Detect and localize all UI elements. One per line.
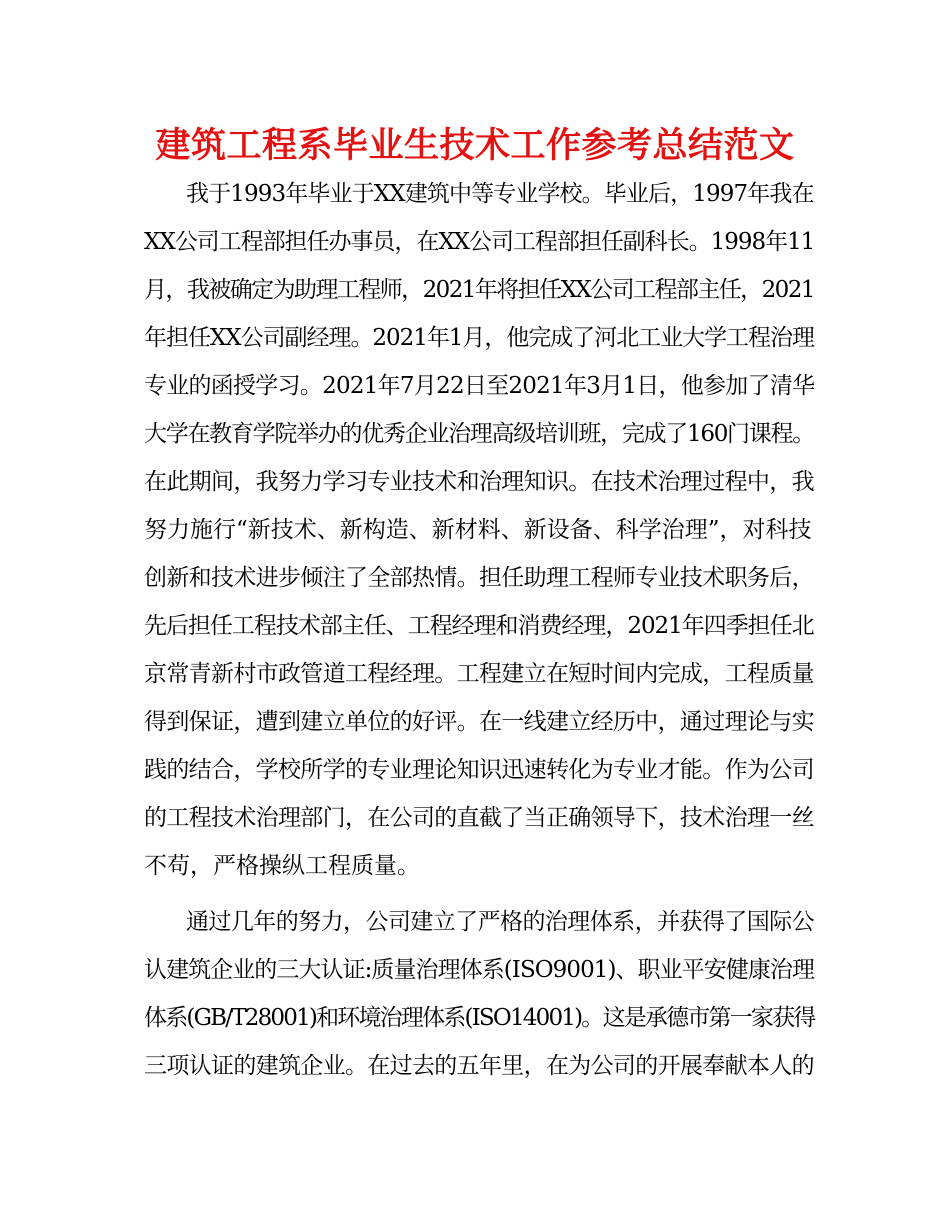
paragraph-1-line-15: 不苟，严格操纵工程质量。 bbox=[144, 853, 420, 879]
paragraph-1-line-7: 在此期间，我努力学习专业技术和治理知识。在技术治理过程中，我 bbox=[144, 469, 814, 495]
paragraph-1-line-5: 专业的函授学习。2021年7月22日至2021年3月1日，他参加了清华 bbox=[144, 373, 815, 399]
paragraph-1-line-4: 年担任XX公司副经理。2021年1月，他完成了河北工业大学工程治理 bbox=[144, 325, 814, 351]
paragraph-1-line-14: 的工程技术治理部门，在公司的直截了当正确领导下，技术治理一丝 bbox=[144, 805, 814, 831]
paragraph-1-line-12: 得到保证，遭到建立单位的好评。在一线建立经历中，通过理论与实 bbox=[144, 709, 814, 735]
paragraph-1-line-8: 努力施行“新技术、新构造、新材料、新设备、科学治理”，对科技 bbox=[144, 517, 812, 543]
paragraph-1-line-1: 我于1993年毕业于XX建筑中等专业学校。毕业后，1997年我在 bbox=[186, 181, 814, 207]
paragraph-1-line-3: 月，我被确定为助理工程师，2021年将担任XX公司工程部主任，2021 bbox=[144, 277, 814, 303]
paragraph-2-line-2: 认建筑企业的三大认证:质量治理体系(ISO9001)、职业平安健康治理 bbox=[144, 957, 815, 983]
paragraph-1-line-6: 大学在教育学院举办的优秀企业治理高级培训班，完成了160门课程。 bbox=[144, 421, 814, 447]
paragraph-1-line-11: 京常青新村市政管道工程经理。工程建立在短时间内完成，工程质量 bbox=[144, 661, 814, 687]
paragraph-2-line-1: 通过几年的努力，公司建立了严格的治理体系，并获得了国际公 bbox=[186, 909, 815, 935]
paragraph-1-line-10: 先后担任工程技术部主任、工程经理和消费经理，2021年四季担任北 bbox=[144, 613, 814, 639]
document-title: 建筑工程系毕业生技术工作参考总结范文 bbox=[155, 126, 795, 166]
paragraph-1-line-13: 践的结合，学校所学的专业理论知识迅速转化为专业才能。作为公司 bbox=[144, 757, 814, 783]
paragraph-1-line-9: 创新和技术进步倾注了全部热情。担任助理工程师专业技术职务后， bbox=[144, 565, 814, 591]
paragraph-2-line-4: 三项认证的建筑企业。在过去的五年里，在为公司的开展奉献本人的 bbox=[144, 1053, 814, 1079]
paragraph-1-line-2: XX公司工程部担任办事员，在XX公司工程部担任副科长。1998年11 bbox=[144, 229, 815, 255]
paragraph-2-line-3: 体系(GB/T28001)和环境治理体系(ISO14001)。这是承德市第一家获得 bbox=[144, 1005, 815, 1031]
